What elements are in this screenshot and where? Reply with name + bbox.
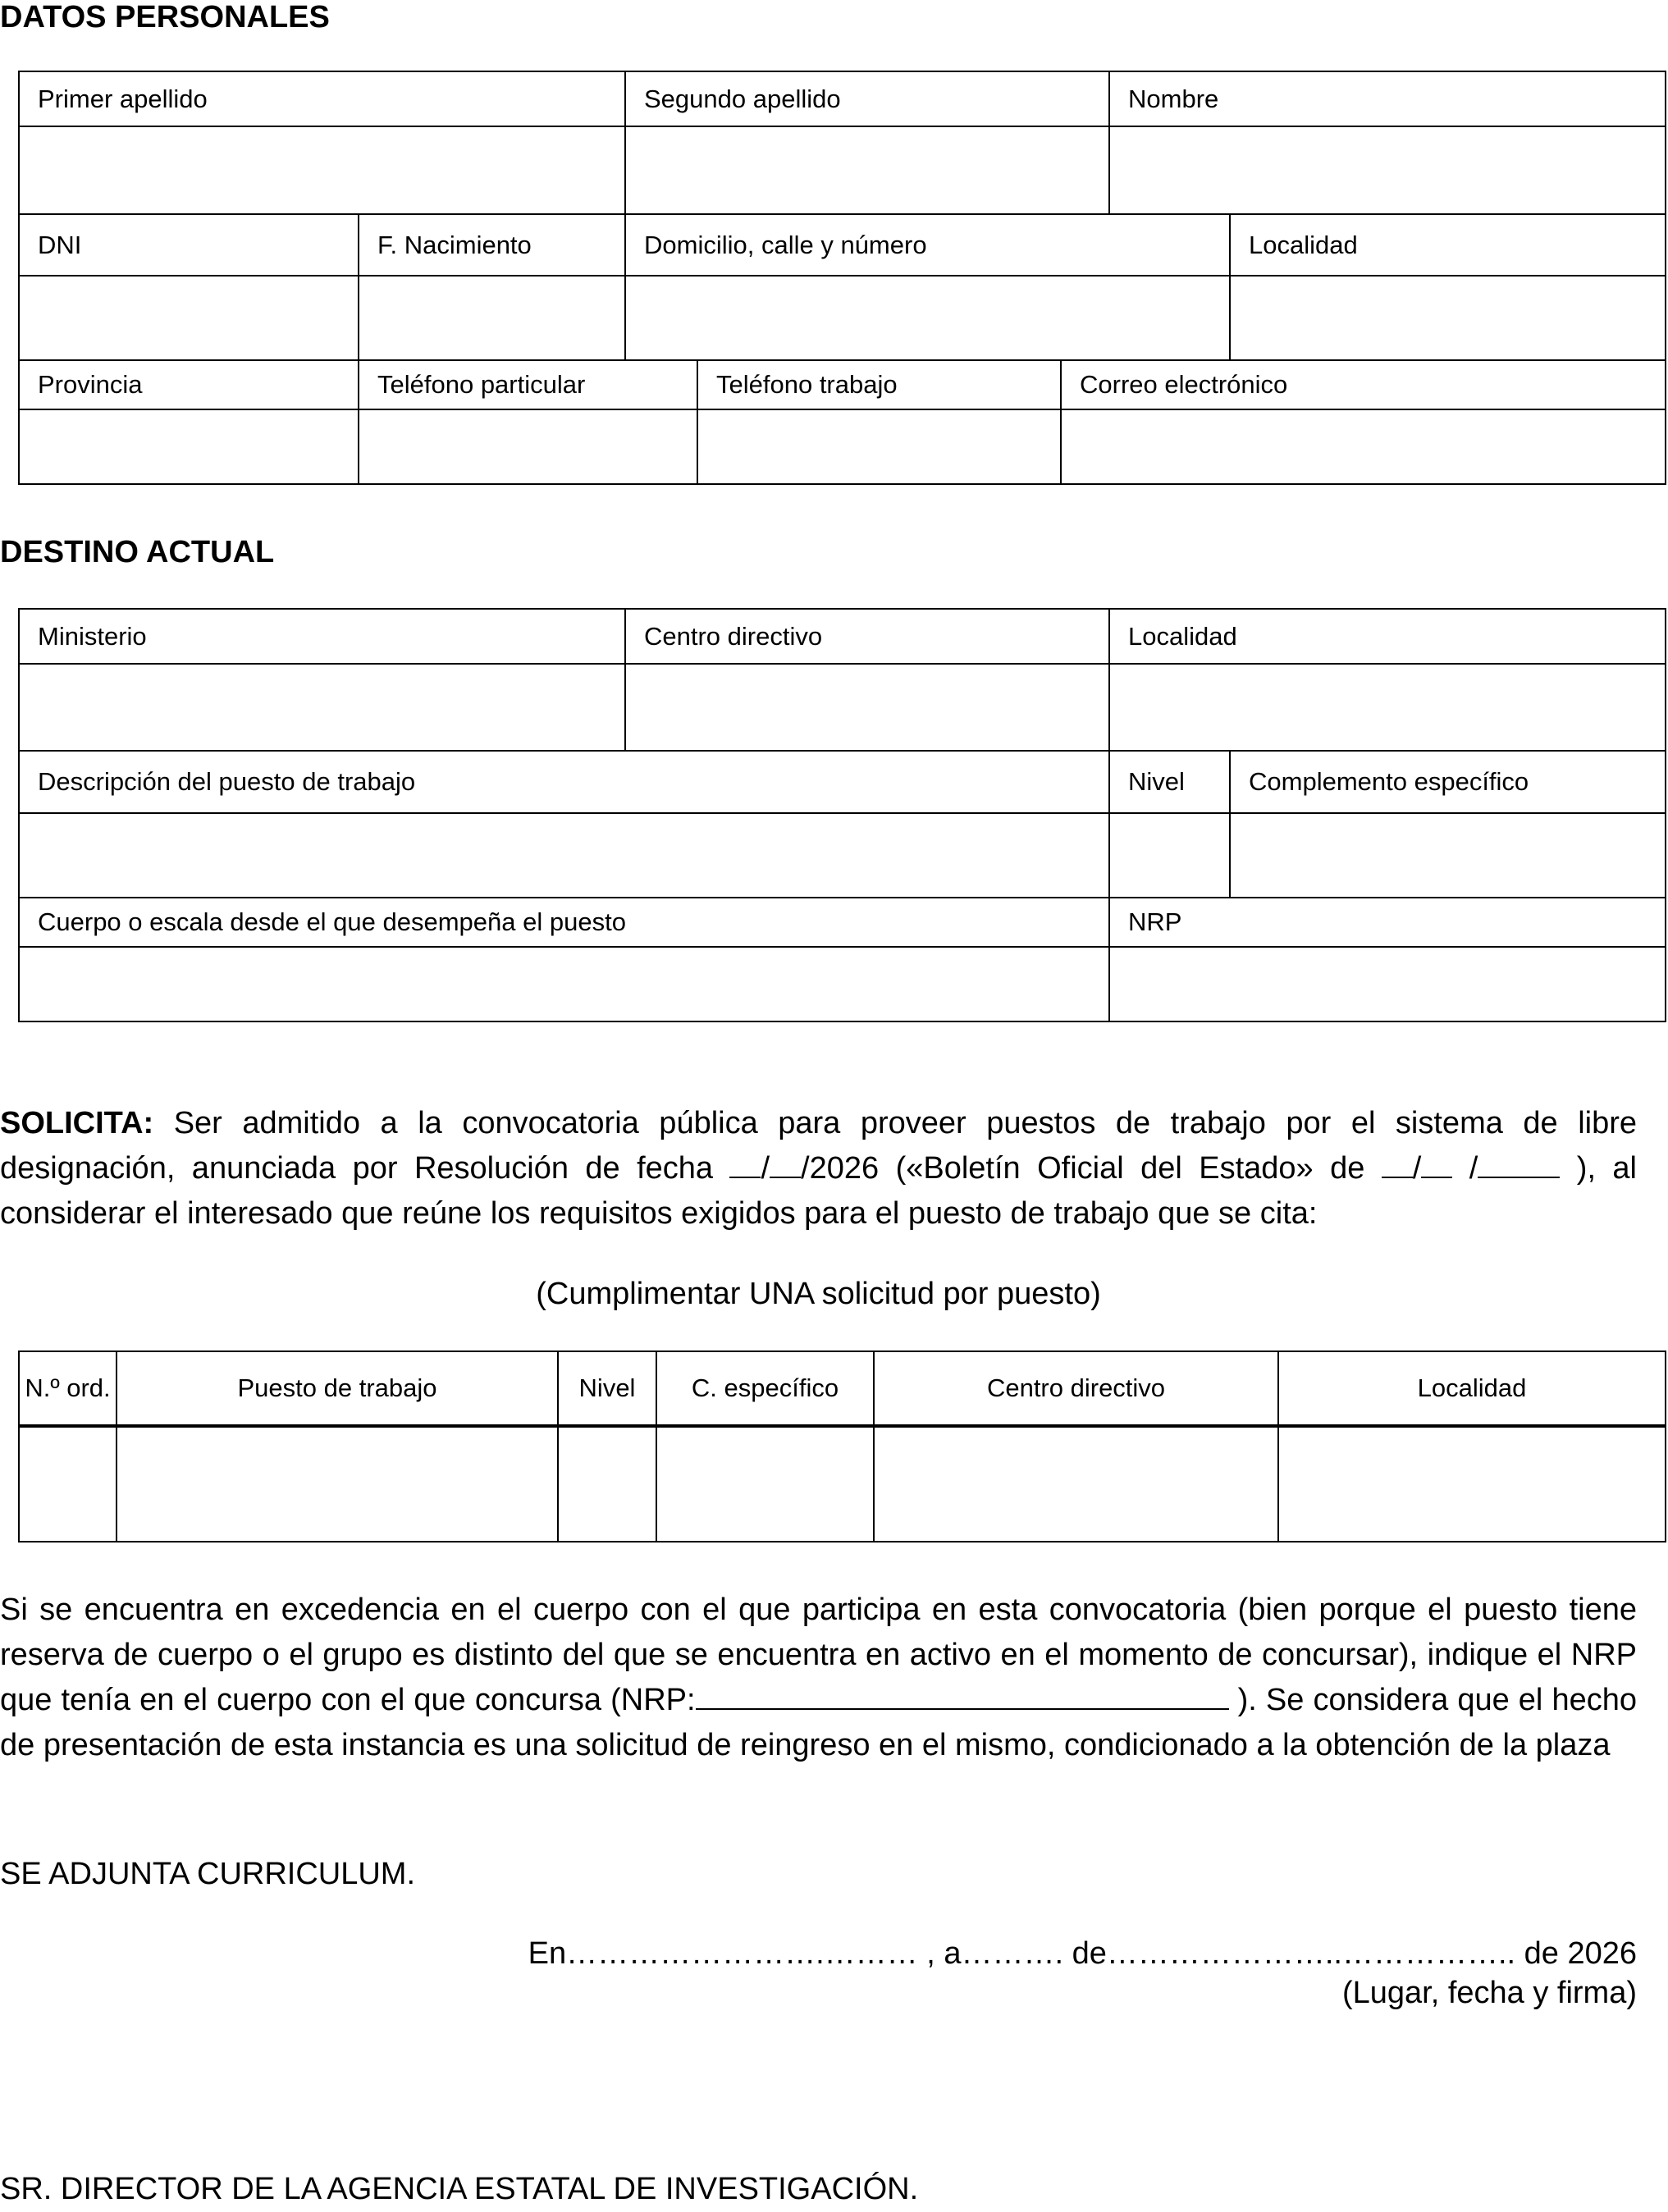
input-tel-particular[interactable]	[359, 410, 698, 485]
solicita-text-end: ), al considerar el interesado que reúne los requisitos exigidos para el puesto de trabajo que se cita:	[0, 1151, 1638, 1231]
blank-mes-boe[interactable]	[1421, 1149, 1452, 1178]
blank-dia-resolucion[interactable]	[729, 1149, 761, 1178]
label-centro-directivo: Centro directivo	[626, 610, 1110, 665]
input-complemento[interactable]	[1231, 814, 1666, 898]
label-segundo-apellido: Segundo apellido	[626, 72, 1110, 127]
input-localidad[interactable]	[1231, 276, 1666, 361]
instruction-note: (Cumplimentar UNA solicitud por puesto)	[536, 1277, 1101, 1311]
input-localidad-destino[interactable]	[1110, 665, 1666, 752]
header-nivel: Nivel	[559, 1352, 657, 1426]
excedencia-paragraph	[0, 1588, 1637, 1768]
personal-data-table	[18, 71, 1666, 485]
solicita-label: SOLICITA:	[0, 1106, 154, 1140]
section-heading-personal: DATOS PERSONALES	[0, 0, 330, 34]
solicita-paragraph	[0, 1101, 1637, 1236]
input-c-especifico[interactable]	[657, 1426, 875, 1542]
input-numero-orden[interactable]	[20, 1426, 117, 1542]
header-puesto: Puesto de trabajo	[117, 1352, 559, 1426]
input-centro-directivo[interactable]	[626, 665, 1110, 752]
input-nrp[interactable]	[1110, 948, 1666, 1022]
label-nivel: Nivel	[1110, 752, 1231, 814]
date-place-line[interactable]: En…………………….……… , a………. de…………………..…………….. de 2026	[528, 1936, 1637, 1971]
label-cuerpo-escala: Cuerpo o escala desde el que desempeña el puesto	[20, 898, 1110, 948]
input-nivel-puesto[interactable]	[559, 1426, 657, 1542]
label-nombre: Nombre	[1110, 72, 1666, 127]
destino-table	[18, 608, 1666, 1022]
header-c-especifico: C. específico	[657, 1352, 875, 1426]
input-domicilio[interactable]	[626, 276, 1231, 361]
input-cuerpo-escala[interactable]	[20, 948, 1110, 1022]
input-correo[interactable]	[1062, 410, 1666, 485]
label-tel-particular: Teléfono particular	[359, 361, 698, 410]
puesto-table	[18, 1351, 1666, 1542]
separator: /	[1412, 1151, 1422, 1186]
input-ministerio[interactable]	[20, 665, 626, 752]
header-centro-directivo: Centro directivo	[875, 1352, 1279, 1426]
excedencia-text: Si se encuentra en excedencia en el cuerpo con el que participa en esta convocatoria (bien porque el puesto tiene reserva de cuerpo o el grupo es distinto del que se encuentra en activo en el momento de concursar), indique el NRP que tenía en el cuerpo con el que concursa (NRP:	[0, 1593, 1637, 1717]
label-nacimiento: F. Nacimiento	[359, 215, 626, 276]
input-segundo-apellido[interactable]	[626, 127, 1110, 215]
label-complemento: Complemento específico	[1231, 752, 1666, 814]
blank-mes-resolucion[interactable]	[770, 1149, 801, 1178]
label-primer-apellido: Primer apellido	[20, 72, 626, 127]
input-tel-trabajo[interactable]	[698, 410, 1062, 485]
solicita-year-text: /2026 («Boletín Oficial del Estado» de	[801, 1151, 1382, 1186]
label-ministerio: Ministerio	[20, 610, 626, 665]
label-localidad-destino: Localidad	[1110, 610, 1666, 665]
signature-label: (Lugar, fecha y firma)	[1341, 1976, 1637, 2010]
addressee: SR. DIRECTOR DE LA AGENCIA ESTATAL DE INVESTIGACIÓN.	[0, 2172, 919, 2206]
label-tel-trabajo: Teléfono trabajo	[698, 361, 1062, 410]
input-localidad-puesto[interactable]	[1279, 1426, 1666, 1542]
input-primer-apellido[interactable]	[20, 127, 626, 215]
solicita-text: Ser admitido a la convocatoria pública para proveer puestos de trabajo por el sistema de libre designación, anunciada por Resolución de fecha	[0, 1106, 1637, 1186]
input-descripcion-puesto[interactable]	[20, 814, 1110, 898]
blank-anio-boe[interactable]	[1478, 1149, 1560, 1178]
label-dni: DNI	[20, 215, 359, 276]
label-correo: Correo electrónico	[1062, 361, 1666, 410]
adjunta-curriculum: SE ADJUNTA CURRICULUM.	[0, 1857, 416, 1891]
label-localidad: Localidad	[1231, 215, 1666, 276]
label-nrp: NRP	[1110, 898, 1666, 948]
label-domicilio: Domicilio, calle y número	[626, 215, 1231, 276]
input-puesto[interactable]	[117, 1426, 559, 1542]
input-centro-puesto[interactable]	[875, 1426, 1279, 1542]
input-nivel[interactable]	[1110, 814, 1231, 898]
input-provincia[interactable]	[20, 410, 359, 485]
separator: /	[1452, 1151, 1478, 1186]
blank-nrp-excedencia[interactable]	[696, 1680, 1229, 1710]
section-heading-destino: DESTINO ACTUAL	[0, 535, 275, 569]
blank-dia-boe[interactable]	[1382, 1149, 1413, 1178]
header-localidad: Localidad	[1279, 1352, 1666, 1426]
header-numero-orden: N.º ord.	[20, 1352, 117, 1426]
excedencia-text-end: ). Se considera que el hecho de presentación de esta instancia es una solicitud de reingreso en el mismo, condicionado a la obtención de la plaza	[0, 1683, 1637, 1762]
label-provincia: Provincia	[20, 361, 359, 410]
label-descripcion-puesto: Descripción del puesto de trabajo	[20, 752, 1110, 814]
input-nacimiento[interactable]	[359, 276, 626, 361]
separator: /	[761, 1151, 770, 1186]
input-dni[interactable]	[20, 276, 359, 361]
input-nombre[interactable]	[1110, 127, 1666, 215]
